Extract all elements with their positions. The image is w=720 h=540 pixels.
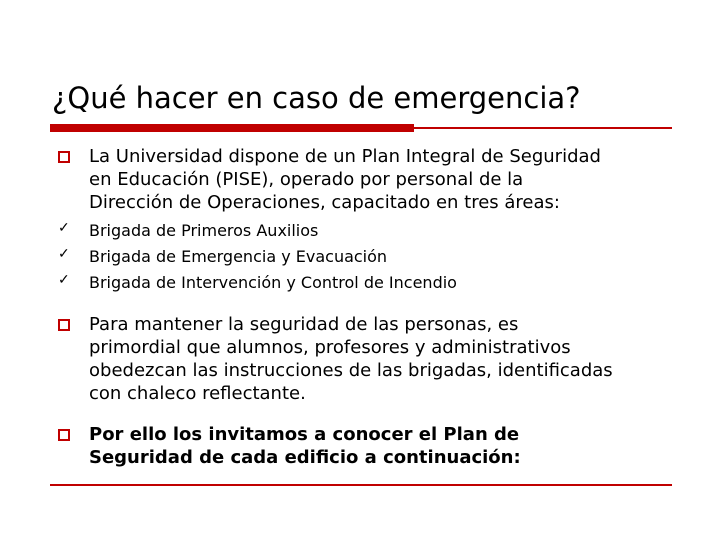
checkmark-icon: ✓ [58,272,70,288]
brigade-list [58,218,658,296]
slide-title: ¿Qué hacer en caso de emergencia? [52,81,581,115]
list-item [58,218,658,244]
list-item-label: Brigada de Emergencia y Evacuación [89,247,388,266]
list-item-label: Brigada de Intervención y Control de Incendio [89,273,457,292]
title-underline-thin [414,127,672,129]
checkmark-icon: ✓ [58,246,70,262]
title-underline-thick [50,124,414,132]
hollow-square-icon [58,151,70,163]
hollow-square-icon [58,319,70,331]
list-item-label: Brigada de Primeros Auxilios [89,221,319,240]
hollow-square-icon [58,429,70,441]
footer-rule [50,484,672,486]
bullet-text: Para mantener la seguridad de las personas, es primordial que alumnos, profesores y administrativos obedezcan las instrucciones de las brigadas, identificadas con chaleco reflectante. [89,314,613,404]
checkmark-icon: ✓ [58,220,70,236]
list-item [58,270,658,296]
bullet-text: La Universidad dispone de un Plan Integral de Seguridad en Educación (PISE), operado por personal de la Dirección de Operaciones, capacitado en tres áreas: [89,146,601,213]
bullet-text: Por ello los invitamos a conocer el Plan de Seguridad de cada edificio a continuación: [89,424,521,468]
list-item [58,244,658,270]
